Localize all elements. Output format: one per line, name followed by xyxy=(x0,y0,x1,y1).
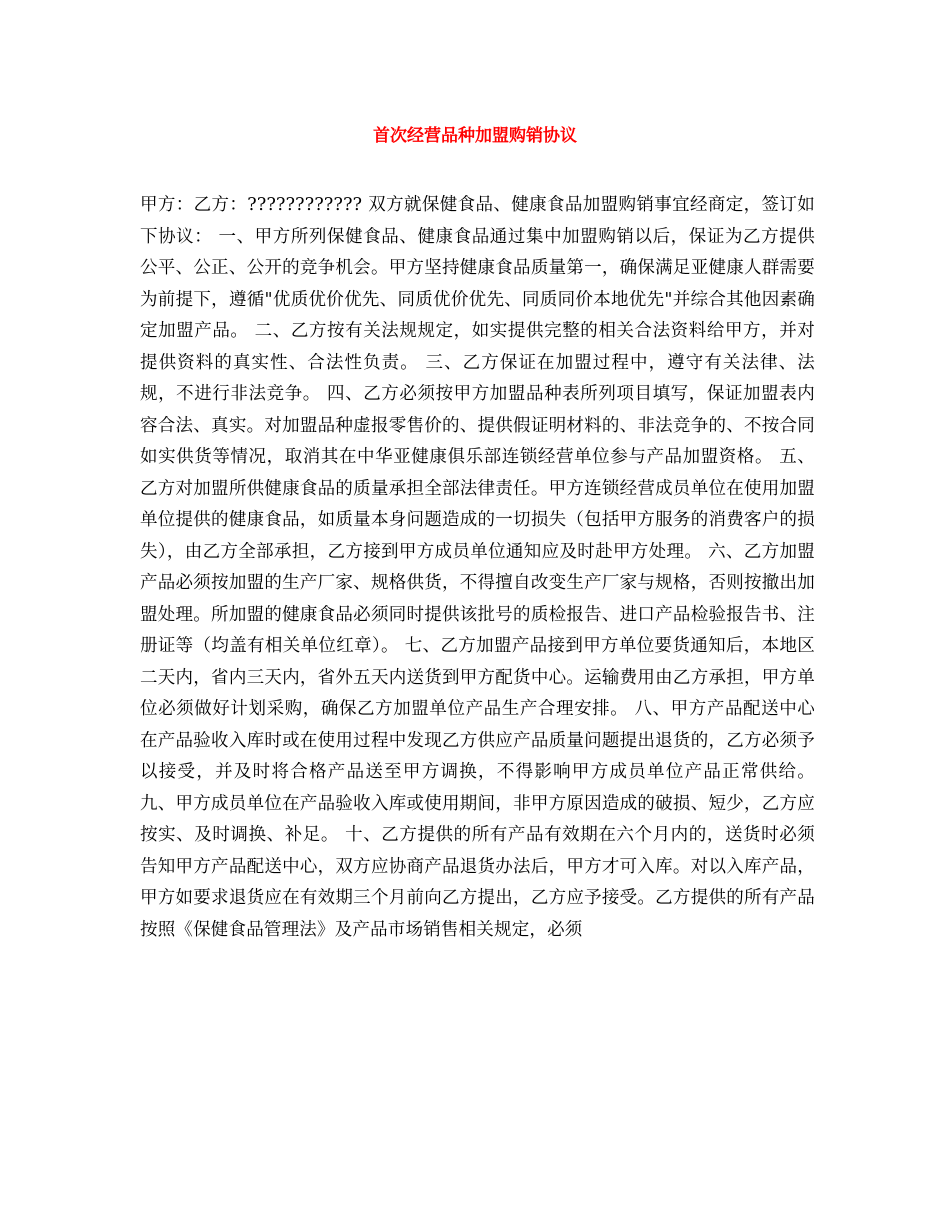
document-title: 首次经营品种加盟购销协议 xyxy=(373,126,577,146)
agreement-body-text: 甲方：乙方：???????????? 双方就保健食品、健康食品加盟购销事宜经商定，签订如下协议： 一、甲方所列保健食品、健康食品通过集中加盟购销以后，保证为乙方提供公平、公正、公开的竞争机会。甲方坚持健康食品质量第一，确保满足亚健康人群需要为前提下，遵循"优质优价优先、同质优价优先、同质同价本地优先"并综合其他因素确定加盟产品。 二、乙方按有关法规规定，如实提供完整的相关合法资料给甲方，并对提供资料的真实性、合法性负责。 三、乙方保证在加盟过程中，遵守有关法律、法规，不进行非法竞争。 四、乙方必须按甲方加盟品种表所列项目填写，保证加盟表内容合法、真实。对加盟品种虚报零售价的、提供假证明材料的、非法竞争的、不按合同如实供货等情况，取消其在中华亚健康俱乐部连锁经营单位参与产品加盟资格。 五、乙方对加盟所供健康食品的质量承担全部法律责任。甲方连锁经营成员单位在使用加盟单位提供的健康食品，如质量本身问题造成的一切损失（包括甲方服务的消费客户的损失），由乙方全部承担，乙方接到甲方成员单位通知应及时赴甲方处理。 六、乙方加盟产品必须按加盟的生产厂家、规格供货，不得擅自改变生产厂家与规格，否则按撤出加盟处理。所加盟的健康食品必须同时提供该批号的质检报告、进口产品检验报告书、注册证等（均盖有相关单位红章）。 七、乙方加盟产品接到甲方单位要货通知后，本地区二天内，省内三天内，省外五天内送货到甲方配货中心。运输费用由乙方承担，甲方单位必须做好计划采购，确保乙方加盟单位产品生产合理安排。 八、甲方产品配送中心在产品验收入库时或在使用过程中发现乙方供应产品质量问题提出退货的，乙方必须予以接受，并及时将合格产品送至甲方调换，不得影响甲方成员单位产品正常供给。 九、甲方成员单位在产品验收入库或使用期间，非甲方原因造成的破损、短少，乙方应按实、及时调换、补足。 十、乙方提供的所有产品有效期在六个月内的，送货时必须告知甲方产品配送中心，双方应协商产品退货办法后，甲方才可入库。对以入库产品，甲方如要求退货应在有效期三个月前向乙方提出，乙方应予接受。乙方提供的所有产品按照《保健食品管理法》及产品市场销售相关规定，必须 xyxy=(140,195,815,940)
